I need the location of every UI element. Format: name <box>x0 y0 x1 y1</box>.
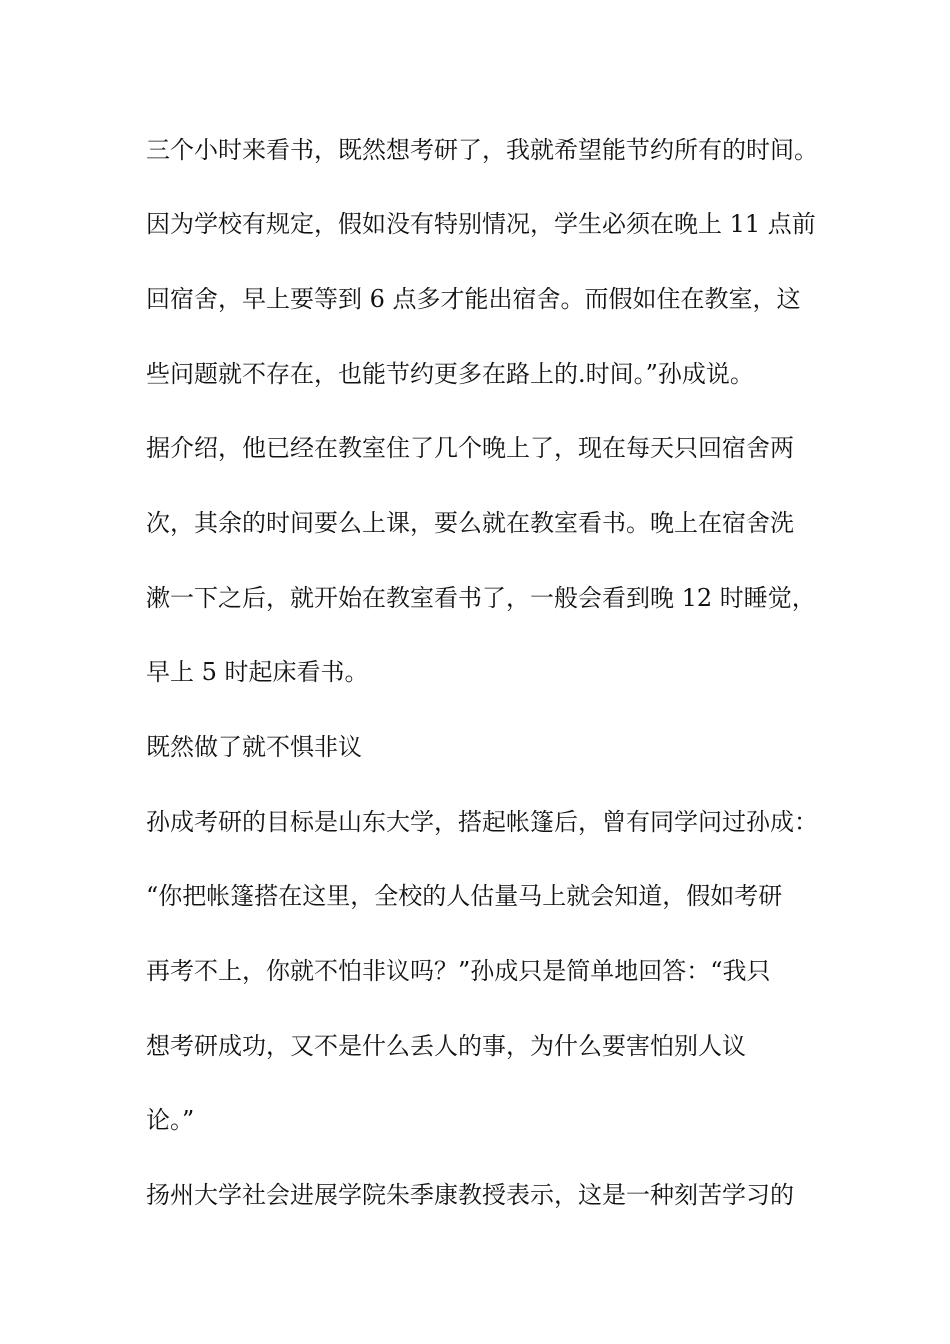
text-line: 些问题就不存在，也能节约更多在路上的.时间。”孙成说。 <box>146 360 754 388</box>
text-line: 漱一下之后，就开始在教室看书了，一般会看到晚 12 时睡觉， <box>146 584 816 612</box>
text-line: 孙成考研的目标是山东大学，搭起帐篷后，曾有同学问过孙成： <box>146 808 818 836</box>
text-line: 次，其余的时间要么上课，要么就在教室看书。晚上在宿舍洗 <box>146 509 794 537</box>
text-line: 扬州大学社会进展学院朱季康教授表示，这是一种刻苦学习的 <box>146 1181 794 1209</box>
text-line: 论。” <box>146 1106 195 1134</box>
text-line: 再考不上，你就不怕非议吗？”孙成只是简单地回答：“我只 <box>146 957 771 985</box>
text-line: 回宿舍，早上要等到 6 点多才能出宿舍。而假如住在教室，这 <box>146 285 801 313</box>
text-line: 想考研成功，又不是什么丢人的事，为什么要害怕别人议 <box>146 1032 746 1060</box>
text-line: 据介绍，他已经在教室住了几个晚上了，现在每天只回宿舍两 <box>146 434 794 462</box>
text-line: 早上 5 时起床看书。 <box>146 658 369 686</box>
text-line: 三个小时来看书，既然想考研了，我就希望能节约所有的时间。 <box>146 136 818 164</box>
text-line: 因为学校有规定，假如没有特别情况，学生必须在晚上 11 点前 <box>146 210 816 238</box>
section-heading: 既然做了就不惧非议 <box>146 733 362 761</box>
text-line: “你把帐篷搭在这里，全校的人估量马上就会知道，假如考研 <box>146 882 783 910</box>
